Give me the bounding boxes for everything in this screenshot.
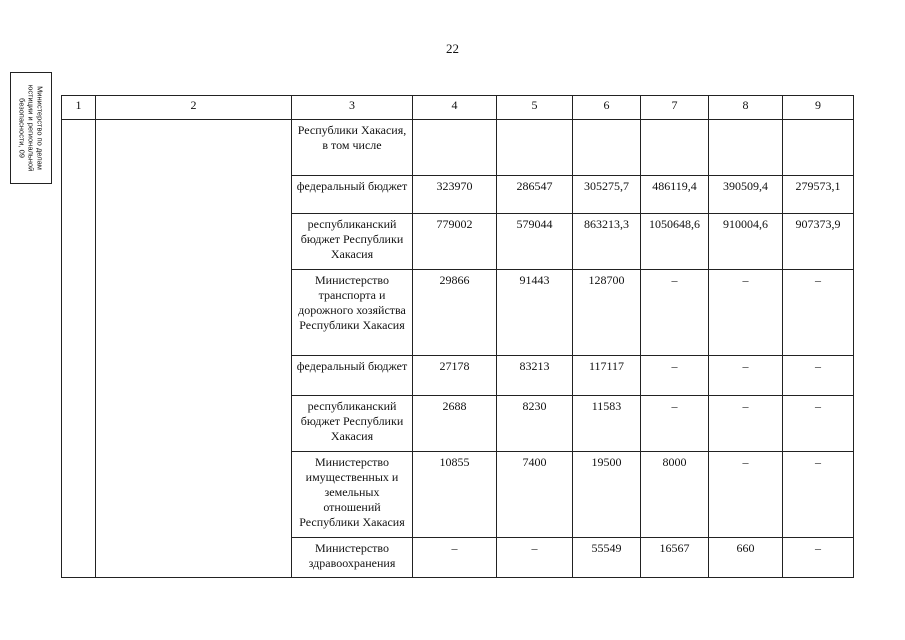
value-cell: 863213,3 (573, 214, 641, 270)
value-cell: 19500 (573, 452, 641, 538)
value-cell: 16567 (641, 538, 709, 578)
row-label: Республики Хакасия, в том числе (292, 120, 413, 176)
value-cell: – (783, 452, 854, 538)
value-cell (573, 120, 641, 176)
value-cell: 117117 (573, 356, 641, 396)
value-cell (413, 120, 497, 176)
column-header: 8 (709, 96, 783, 120)
value-cell: – (783, 396, 854, 452)
table-header-row (62, 96, 854, 120)
column-header: 4 (413, 96, 497, 120)
column-header: 3 (292, 96, 413, 120)
value-cell: 486119,4 (641, 176, 709, 214)
row-label: федеральный бюджет (292, 176, 413, 214)
value-cell: – (709, 356, 783, 396)
value-cell: 2688 (413, 396, 497, 452)
value-cell: 910004,6 (709, 214, 783, 270)
value-cell: – (641, 396, 709, 452)
value-cell (709, 120, 783, 176)
row-label: федеральный бюджет (292, 356, 413, 396)
column-header: 5 (497, 96, 573, 120)
budget-table (61, 95, 854, 578)
value-cell: – (709, 452, 783, 538)
value-cell: – (497, 538, 573, 578)
value-cell: 286547 (497, 176, 573, 214)
value-cell: – (413, 538, 497, 578)
value-cell: 907373,9 (783, 214, 854, 270)
column-1-cell (62, 120, 96, 578)
value-cell: 323970 (413, 176, 497, 214)
value-cell (783, 120, 854, 176)
value-cell: – (641, 356, 709, 396)
registration-stamp (10, 72, 52, 184)
value-cell: 1050648,6 (641, 214, 709, 270)
value-cell: 83213 (497, 356, 573, 396)
row-label: республиканский бюджет Республики Хакасия (292, 214, 413, 270)
row-label: республиканский бюджет Республики Хакасия (292, 396, 413, 452)
value-cell: 7400 (497, 452, 573, 538)
column-header: 6 (573, 96, 641, 120)
value-cell: 128700 (573, 270, 641, 356)
row-label: Министерство имущественных и земельных отношений Республики Хакасия (292, 452, 413, 538)
value-cell: 11583 (573, 396, 641, 452)
column-2-cell (96, 120, 292, 578)
column-header: 9 (783, 96, 854, 120)
value-cell: – (783, 270, 854, 356)
column-header: 7 (641, 96, 709, 120)
value-cell: 8230 (497, 396, 573, 452)
value-cell: 27178 (413, 356, 497, 396)
value-cell: 10855 (413, 452, 497, 538)
value-cell (497, 120, 573, 176)
page-number: 22 (446, 41, 459, 56)
table-row (62, 120, 854, 176)
value-cell: 279573,1 (783, 176, 854, 214)
column-header: 1 (62, 96, 96, 120)
value-cell: 55549 (573, 538, 641, 578)
column-header: 2 (96, 96, 292, 120)
value-cell: – (783, 538, 854, 578)
value-cell: 91443 (497, 270, 573, 356)
value-cell: – (709, 270, 783, 356)
stamp-line: юстиции и региональной (26, 84, 36, 172)
value-cell: 8000 (641, 452, 709, 538)
value-cell: 29866 (413, 270, 497, 356)
value-cell: 779002 (413, 214, 497, 270)
stamp-line: Министерство по делам (35, 86, 45, 170)
stamp-line: безопасности, 09 (17, 98, 27, 158)
value-cell: – (709, 396, 783, 452)
row-label: Министерство транспорта и дорожного хозяйства Республики Хакасия (292, 270, 413, 356)
value-cell (641, 120, 709, 176)
value-cell: – (641, 270, 709, 356)
row-label: Министерство здравоохранения (292, 538, 413, 578)
value-cell: – (783, 356, 854, 396)
value-cell: 579044 (497, 214, 573, 270)
value-cell: 660 (709, 538, 783, 578)
value-cell: 390509,4 (709, 176, 783, 214)
value-cell: 305275,7 (573, 176, 641, 214)
